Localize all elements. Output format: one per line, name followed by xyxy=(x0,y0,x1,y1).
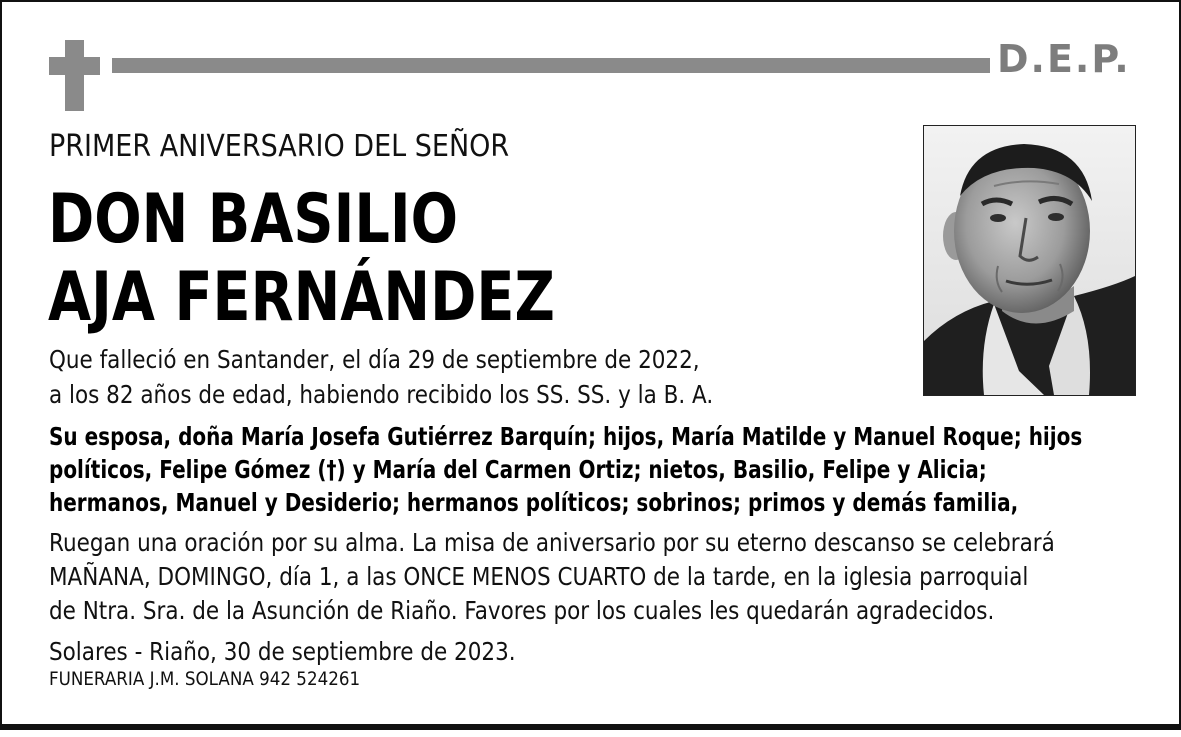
deceased-name-line-2: AJA FERNÁNDEZ xyxy=(48,258,555,337)
mass-info-line: Ruegan una oración por su alma. La misa de aniversario por su eterno descanso se celebrará xyxy=(49,528,1055,557)
cross-icon-bar xyxy=(49,57,100,75)
family-line: Su esposa, doña María Josefa Gutiérrez Barquín; hijos, María Matilde y Manuel Roque; hijos xyxy=(49,422,1083,451)
dep-label: D.E.P. xyxy=(997,37,1131,81)
anniversary-subtitle: PRIMER ANIVERSARIO DEL SEÑOR xyxy=(49,129,510,164)
header-rule xyxy=(112,58,990,73)
deceased-portrait-photo xyxy=(923,125,1136,396)
cross-icon xyxy=(65,40,84,111)
deceased-name-line-1: DON BASILIO xyxy=(48,180,459,259)
death-info-line: a los 82 años de edad, habiendo recibido los SS. SS. y la B. A. xyxy=(49,380,714,409)
family-line: políticos, Felipe Gómez (†) y María del Carmen Ortiz; nietos, Basilio, Felipe y Alicia; xyxy=(49,455,987,484)
mass-info-line: MAÑANA, DOMINGO, día 1, a las ONCE MENOS CUARTO de la tarde, en la iglesia parroquial xyxy=(49,562,1029,591)
mass-info-line: de Ntra. Sra. de la Asunción de Riaño. Favores por los cuales les quedarán agradecidos. xyxy=(49,596,995,625)
death-info-line: Que falleció en Santander, el día 29 de septiembre de 2022, xyxy=(49,345,700,374)
portrait-image xyxy=(924,126,1135,395)
funeral-home: FUNERARIA J.M. SOLANA 942 524261 xyxy=(49,668,361,690)
place-date: Solares - Riaño, 30 de septiembre de 2023. xyxy=(49,637,516,666)
family-line: hermanos, Manuel y Desiderio; hermanos políticos; sobrinos; primos y demás familia, xyxy=(49,488,1019,517)
